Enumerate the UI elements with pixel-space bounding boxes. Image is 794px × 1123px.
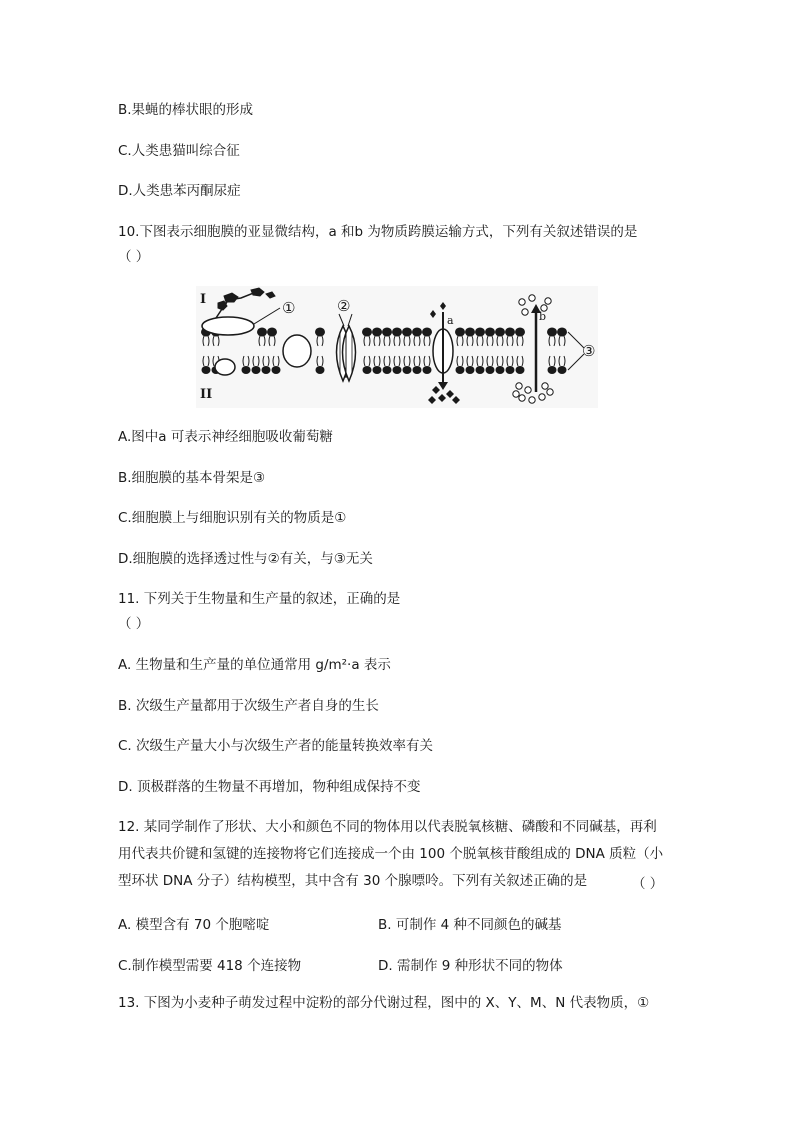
figure-label-side-bottom: II [200,387,213,402]
integral-protein-round [283,335,311,367]
q10-paren: （ ） [118,249,150,265]
q12-paren: （ ） [632,876,664,892]
q12-option-c: C.制作模型需要 418 个连接物 [118,958,302,974]
q11-option-d: D. 顶极群落的生物量不再增加，物种组成保持不变 [118,779,421,795]
q11-option-b: B. 次级生产量都用于次级生产者自身的生长 [118,698,379,714]
q11-option-a: A. 生物量和生产量的单位通常用 g/m²·a 表示 [118,657,391,673]
figure-label-side-top: I [200,292,207,307]
q12-option-d: D. 需制作 9 种形状不同的物体 [378,958,563,974]
figure-label-3: ③ [582,342,596,360]
q9-option-b: B.果蝇的棒状眼的形成 [118,102,254,118]
q12-stem-line1: 12. 某同学制作了形状、大小和颜色不同的物体用以代表脱氧核糖、磷酸和不同碱基，再利 [118,819,657,835]
figure-label-b: b [539,310,547,323]
cell-membrane-figure [196,286,598,408]
q11-stem: 11. 下列关于生物量和生产量的叙述，正确的是 [118,591,401,607]
q10-option-b: B.细胞膜的基本骨架是③ [118,470,266,486]
lower-phospholipid-layer [202,366,567,374]
q10-option-a: A.图中a 可表示神经细胞吸收葡萄糖 [118,429,333,445]
q12-stem-line2: 用代表共价键和氢键的连接物将它们连接成一个由 100 个脱氧核苷酸组成的 DNA 质粒（小 [118,846,664,862]
q12-option-b: B. 可制作 4 种不同颜色的碱基 [378,917,562,933]
q9-option-c: C.人类患猫叫综合征 [118,143,240,159]
q11-paren: （ ） [118,616,150,632]
figure-label-2: ② [337,297,351,315]
figure-label-a: a [447,314,454,327]
peripheral-protein [215,359,235,375]
q12-option-a: A. 模型含有 70 个胞嘧啶 [118,917,270,933]
q10-option-d: D.细胞膜的选择透过性与②有关，与③无关 [118,551,373,567]
figure-label-1: ① [282,299,296,317]
q11-option-c: C. 次级生产量大小与次级生产者的能量转换效率有关 [118,738,434,754]
channel-protein [337,326,356,381]
q12-stem-line3: 型环状 DNA 分子）结构模型，其中含有 30 个腺嘌呤。下列有关叙述正确的是 [118,873,588,889]
q9-option-d: D.人类患苯丙酮尿症 [118,183,241,199]
q13-stem-line1: 13. 下图为小麦种子萌发过程中淀粉的部分代谢过程，图中的 X、Y、M、N 代表物质，① [118,995,650,1011]
q10-option-c: C.细胞膜上与细胞识别有关的物质是① [118,510,347,526]
q10-stem: 10.下图表示细胞膜的亚显微结构，a 和b 为物质跨膜运输方式，下列有关叙述错误的是 [118,224,638,240]
